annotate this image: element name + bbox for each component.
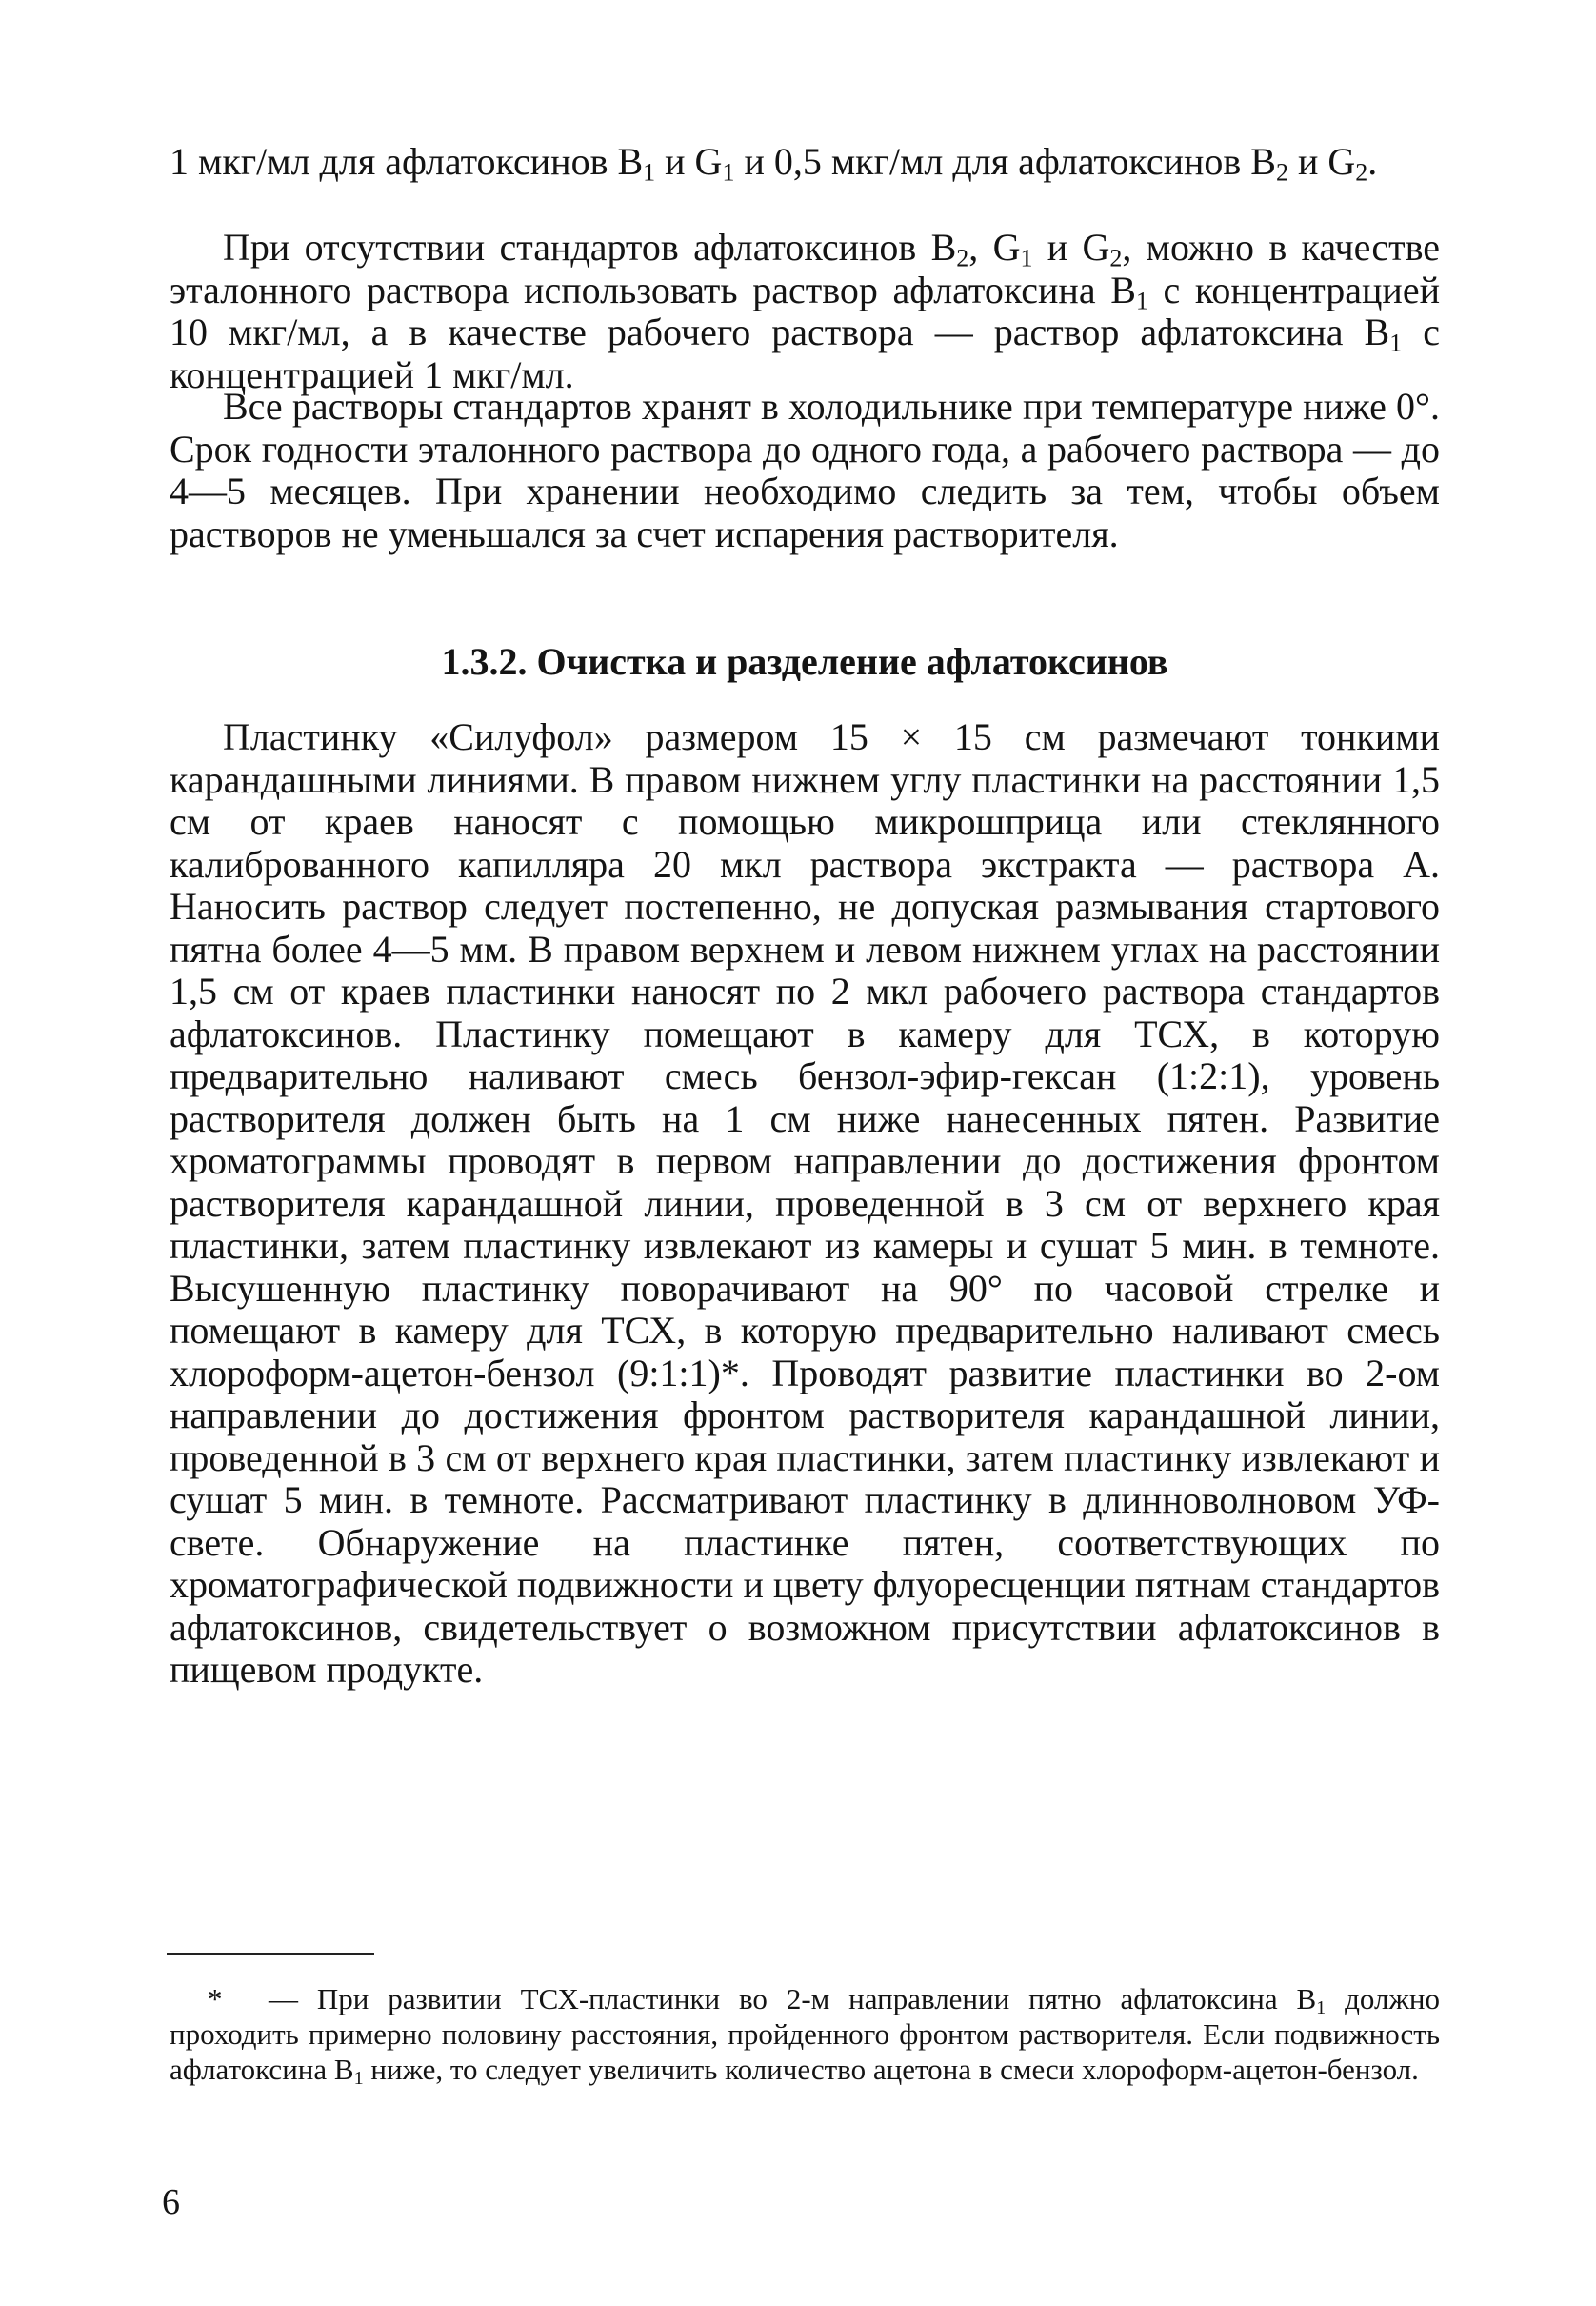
text-run: должно проходить примерно половину расстояния, пройденного фронтом растворителя. Если подвижность афлатоксина B	[170, 1982, 1440, 2086]
text-run: При отсутствии стандартов афлатоксинов B	[223, 226, 957, 269]
subscript: 2	[1275, 158, 1288, 187]
paragraph-storage	[170, 386, 1440, 555]
subscript: 1	[722, 158, 735, 187]
subscript: 2	[956, 244, 969, 272]
footnote-marker: *	[208, 1982, 223, 2015]
text-run: .	[1367, 140, 1378, 183]
text-run: с концентрацией 10 мкг/мл, а в качестве рабочего раствора — раствор афлатоксина B	[170, 268, 1440, 353]
paragraph-text: Пластинку «Силуфол» размером 15 × 15 см размечают тонкими карандашными линиями. В правом нижнем углу пластинки на расстоянии 1,5 см от краев наносят с помощью микрошприца или стеклянного калиброванного капилляра 20 мкл раствора экстракта — раствора А. Наносить раствор следует постепенно, не допуская размывания стартового пятна более 4—5 мм. В правом верхнем и левом нижнем углах на расстоянии 1,5 см от краев пластинки наносят по 2 мкл рабочего раствора стандартов афлатоксинов. Пластинку помещают в камеру для ТСХ, в которую предварительно наливают смесь бензол-эфир-гексан (1:2:1), уровень растворителя должен быть на 1 см ниже нанесенных пятен. Развитие хроматограммы проводят в первом направлении до достижения фронтом растворителя карандашной линии, проведенной в 3 см от верхнего края пластинки, затем пластинку извлекают из камеры и сушат 5 мин. в темноте. Высушенную пластинку поворачивают на 90° по часовой стрелке и помещают в камеру для ТСХ, в которую предварительно наливают смесь хлороформ-ацетон-бензол (9:1:1)*. Проводят развитие пластинки во 2-ом направлении до достижения фронтом растворителя карандашной линии, проведенной в 3 см от верхнего края пластинки, затем пластинку извлекают и сушат 5 мин. в темноте. Рассматривают пластинку в длинноволновом УФ-свете. Обнаружение на пластинке пятен, соответствующих по хроматографической подвижности и цвету флуоресценции пятнам стандартов афлатоксинов, свидетельствует о возможном присутствии афлатоксинов в пищевом продукте.	[170, 715, 1440, 1691]
text-run: и G	[655, 140, 723, 183]
section-heading: 1.3.2. Очистка и разделение афлатоксинов	[441, 640, 1168, 683]
subscript: 2	[1355, 158, 1368, 187]
paragraph-procedure	[170, 716, 1440, 1692]
footnote-divider	[167, 1953, 374, 1955]
text-run: , G	[968, 226, 1021, 269]
text-run: и 0,5 мкг/мл для афлатоксинов B	[734, 140, 1276, 183]
footnote	[170, 1981, 1440, 2090]
paragraph-continuation	[170, 140, 1440, 187]
text-run: , можно в качестве эталонного раствора использовать раствор афлатоксина B	[170, 226, 1441, 311]
text-run: — При развитии ТСХ-пластинки во 2-м направлении пятно афлатоксина B	[269, 1982, 1317, 2015]
subscript: 1	[1020, 244, 1033, 272]
subscript: 1	[1135, 287, 1148, 314]
text-run: с концентрацией 1 мкг/мл.	[170, 311, 1440, 396]
text-run: и G	[1287, 140, 1356, 183]
text-run: 1 мкг/мл для афлатоксинов B	[170, 140, 644, 183]
subscript: 1	[643, 158, 656, 187]
subscript: 1	[1316, 1997, 1327, 2019]
page-number: 6	[162, 2182, 180, 2222]
subscript: 1	[353, 2068, 364, 2090]
subscript: 1	[1389, 329, 1403, 357]
paragraph-standards-absence	[170, 227, 1440, 396]
text-run: и G	[1032, 226, 1110, 269]
text-run: ниже, то следует увеличить количество ацетона в смеси хлороформ-ацетон-бензол.	[363, 2053, 1419, 2086]
paragraph-text: Все растворы стандартов хранят в холодильнике при температуре ниже 0°. Срок годности эталонного раствора до одного года, а рабочего раствора — до 4—5 месяцев. При хранении необходимо следить за тем, чтобы объем растворов не уменьшался за счет испарения растворителя.	[170, 385, 1440, 555]
subscript: 2	[1109, 244, 1123, 272]
